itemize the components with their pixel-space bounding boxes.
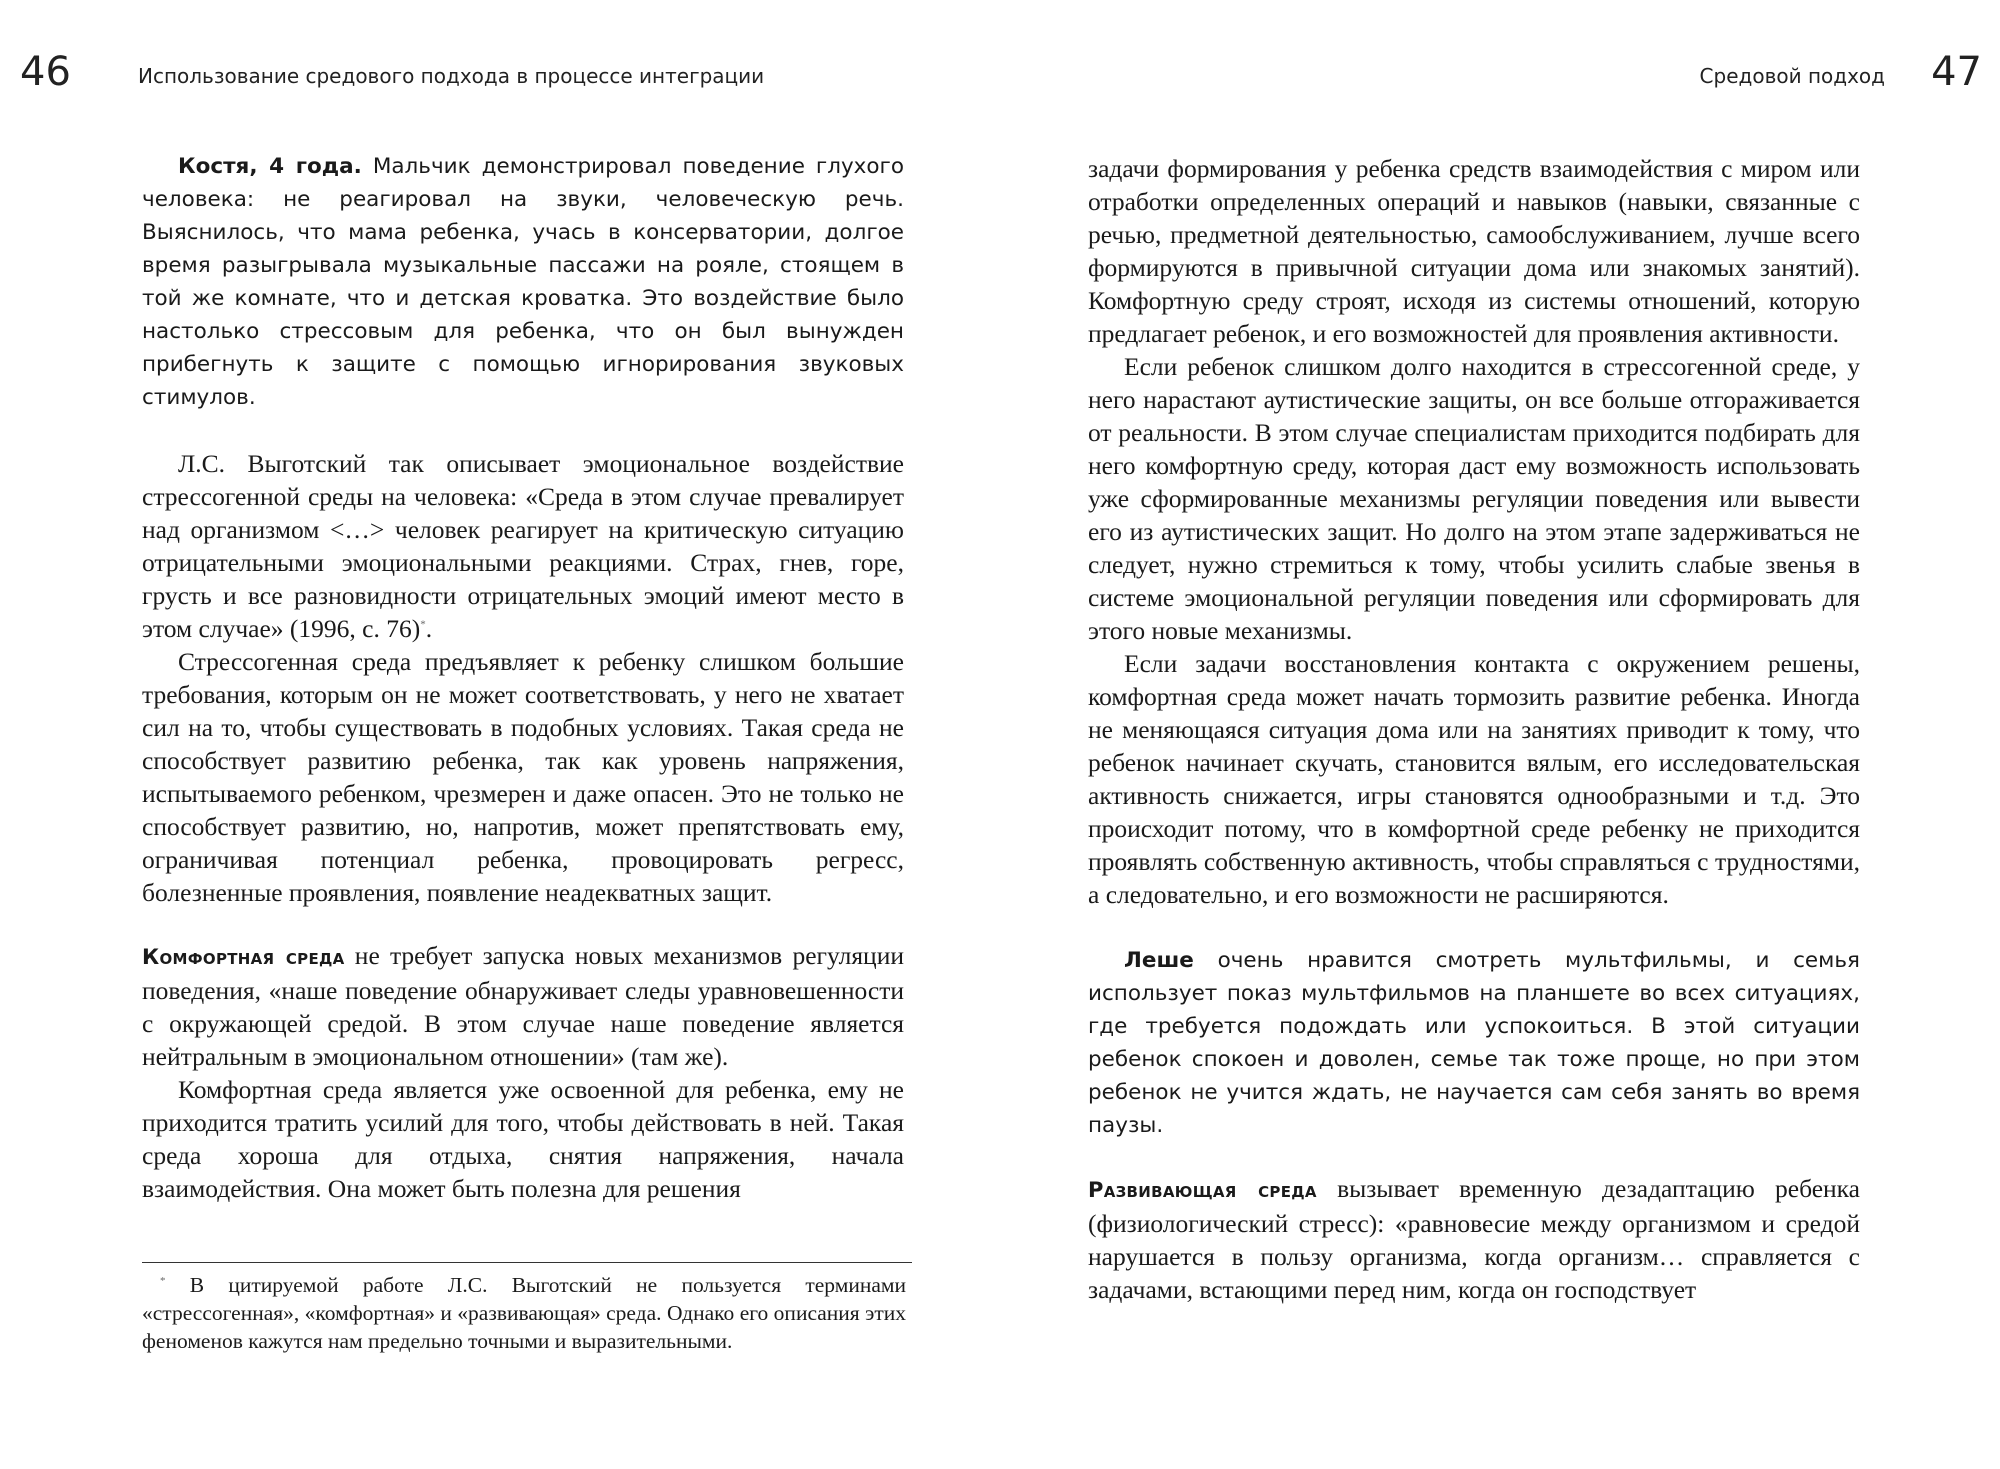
case-text: Мальчик демонстрировал поведение глухого человека: не реагировал на звуки, человеческую речь. Выяснилось, что мама ребенка, учась в консерватории, долгое время разыгрывала музыкальные пассажи на рояле, стоящем в той же комнате, что и детская кроватка. Это воздействие было настолько стрессовым для ребенка, что он был вынужден прибегнуть к защите с помощью игнорирования звуковых стимулов. (142, 154, 905, 410)
vygotsky-quote: Л.С. Выготский так описывает эмоциональное воздействие стрессогенной среды на человека: «Среда в этом случае превалирует над организмом <…> человек реагирует на критическую ситуацию отрицательными эмоциональными реакциями. Страх, гнев, горе, грусть и все разновидности отрицательных эмоций имеют место в этом случае» (1996, с. 76) (142, 449, 904, 643)
paragraph: Стрессогенная среда предъявляет к ребенку слишком большие требования, которым он не может соответствовать, у него не хватает сил на то, чтобы существовать в подобных условиях. Такая среда не способствует развитию ребенка, так как уровень напряжения, испытываемого ребенком, чрезмерен и даже опасен. Это не только не способствует развитию, но, напротив, может препятствовать ему, ограничивая потенциал ребенка, провоцировать регресс, болезненные проявления, появление неадекватных защит. (142, 647, 904, 907)
right-page-number: 47 (1931, 49, 1982, 95)
paragraph: Если ребенок слишком долго находится в стрессогенной среде, у него нарастают аутистические защиты, он все больше отгораживается от реальности. В этом случае специалистам приходится подбирать для него комфортную среду, которая даст ему возможность использовать уже сформированные механизмы регуляции поведения или вывести его из аутистических защит. Но долго на этом этапе задерживаться не следует, нужно стремиться к тому, чтобы усилить слабые звенья в системе эмоциональной регуляции поведения или сформировать для этого новые механизмы. (1088, 352, 1860, 645)
footnote-rule (142, 1262, 912, 1263)
case-example-lesha (1088, 944, 1860, 1142)
case-example-kostya (142, 150, 904, 414)
right-running-head: Средовой подход (1699, 64, 1885, 88)
case-name: Костя, 4 года. (178, 154, 362, 179)
footnote-reference: * (420, 618, 426, 631)
paragraph: Развивающая среда вызывает временную дезадаптацию ребенка (физиологический стресс): «равновесие между организмом и средой нарушается в пользу организма, когда организм… справляется с задачами, встающими перед ним, когда он господствует (1088, 1174, 1860, 1304)
case-text: очень нравится смотреть мультфильмы, и семья использует показ мультфильмов на планшете во всех ситуациях, где требуется подождать или успокоиться. В этой ситуации ребенок спокоен и доволен, семье так тоже проще, но при этом ребенок не учится ждать, не научается сам себя занять во время паузы. (1088, 948, 1860, 1138)
footnote-mark: * (160, 1274, 166, 1287)
left-page-number: 46 (20, 49, 71, 95)
left-running-head: Использование средового подхода в процессе интеграции (138, 64, 765, 88)
paragraph: Если задачи восстановления контакта с окружением решены, комфортная среда может начать тормозить развитие ребенка. Иногда не меняющаяся ситуация дома или на занятиях приводит к тому, что ребенок начинает скучать, становится вялым, его исследовательская активность снижается, игры становятся однообразными и т.д. Это происходит потому, что в комфортной среде ребенку не приходится проявлять собственную активность, чтобы справляться с трудностями, а следовательно, и его возможности не расширяются. (1088, 649, 1860, 909)
term-comfort-environment: Комфортная среда (142, 945, 345, 969)
case-name: Леше (1124, 948, 1194, 973)
left-page-body (142, 150, 904, 1205)
paragraph: задачи формирования у ребенка средств взаимодействия с миром или отработки определенных операций и навыков (навыки, связанные с речью, предметной деятельностью, самообслуживанием, лучше всего формируются в привычной ситуации дома или знакомых занятий). Комфортную среду строят, исходя из системы отношений, которую предлагает ребенок, и его возможностей для проявления активности. (1088, 154, 1860, 348)
paragraph: Комфортная среда является уже освоенной для ребенка, ему не приходится тратить усилий для того, чтобы действовать в ней. Такая среда хороша для отдыха, снятия напряжения, начала взаимодействия. Она может быть полезна для решения (142, 1075, 904, 1203)
term-developing-environment: Развивающая среда (1088, 1178, 1317, 1202)
paragraph: Л.С. Выготский так описывает эмоциональное воздействие стрессогенной среды на человека: «Среда в этом случае превалирует над организмом <…> человек реагирует на критическую ситуацию отрицательными эмоциональными реакциями. Страх, гнев, горе, грусть и все разновидности отрицательных эмоций имеют место в этом случае» (1996, с. 76)*. (142, 449, 904, 643)
right-page-body (1088, 152, 1860, 1306)
footnote: * В цитируемой работе Л.С. Выготский не пользуется терминами «стрессогенная», «комфортная» и «развивающая» среда. Однако его описания этих феноменов кажутся нам предельно точными и выразительными. (142, 1273, 906, 1353)
paragraph: Комфортная среда не требует запуска новых механизмов регуляции поведения, «наше поведение обнаруживает следы уравновешенности с окружающей средой. В этом случае наше поведение является нейтральным в эмоциональном отношении» (там же). (142, 941, 904, 1071)
